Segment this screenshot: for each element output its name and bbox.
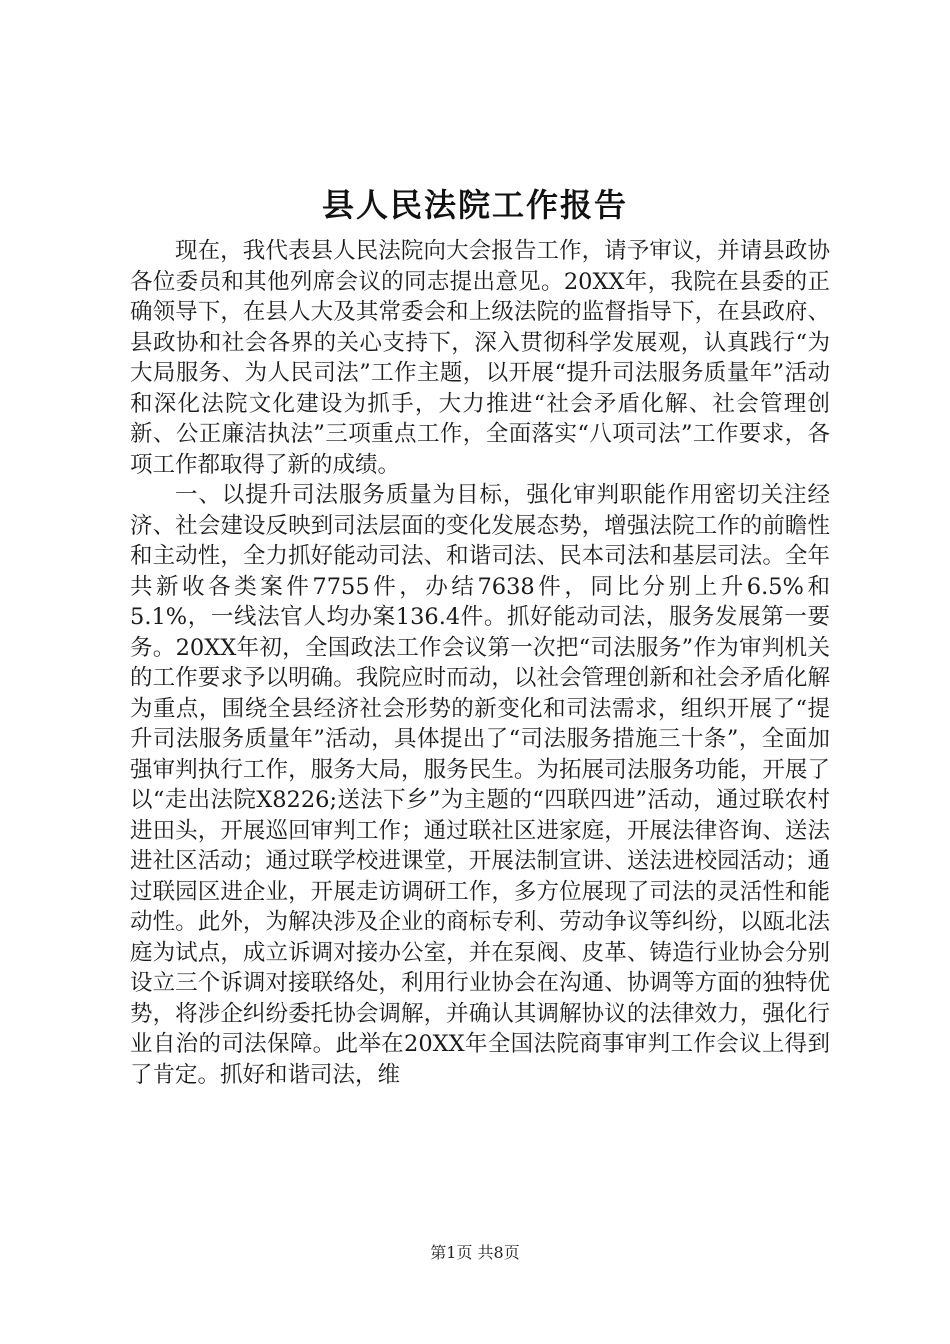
document-body [130, 236, 830, 1090]
paragraph-section-one: 一、以提升司法服务质量为目标，强化审判职能作用密切关注经济、社会建设反映到司法层面的变化发展态势，增强法院工作的前瞻性和主动性，全力抓好能动司法、和谐司法、民本司法和基层司法。全年共新收各类案件7755件，办结7638件，同比分别上升6.5%和5.1%，一线法官人均办案136.4件。抓好能动司法，服务发展第一要务。20XX年初，全国政法工作会议第一次把“司法服务”作为审判机关的工作要求予以明确。我院应时而动，以社会管理创新和社会矛盾化解为重点，围绕全县经济社会形势的新变化和司法需求，组织开展了“提升司法服务质量年”活动，具体提出了“司法服务措施三十条”，全面加强审判执行工作，服务大局，服务民生。为拓展司法服务功能，开展了以“走出法院X8226;送法下乡”为主题的“四联四进”活动，通过联农村进田头，开展巡回审判工作；通过联社区进家庭，开展法律咨询、送法进社区活动；通过联学校进课堂，开展法制宣讲、送法进校园活动；通过联园区进企业，开展走访调研工作，多方位展现了司法的灵活性和能动性。此外，为解决涉及企业的商标专利、劳动争议等纠纷，以瓯北法庭为试点，成立诉调对接办公室，并在泵阀、皮革、铸造行业协会分别设立三个诉调对接联络处，利用行业协会在沟通、协调等方面的独特优势，将涉企纠纷委托协会调解，并确认其调解协议的法律效力，强化行业自治的司法保障。此举在20XX年全国法院商事审判工作会议上得到了肯定。抓好和谐司法，维 [130, 482, 830, 1088]
page-number-footer: 第1页 共8页 [430, 1243, 520, 1262]
document-title: 县人民法院工作报告 [321, 186, 628, 224]
paragraph-intro: 现在，我代表县人民法院向大会报告工作，请予审议，并请县政协各位委员和其他列席会议的同志提出意见。20XX年，我院在县委的正确领导下，在县人大及其常委会和上级法院的监督指导下，在县政府、县政协和社会各界的关心支持下，深入贯彻科学发展观，认真践行“为大局服务、为人民司法”工作主题，以开展“提升司法服务质量年”活动和深化法院文化建设为抓手，大力推进“社会矛盾化解、社会管理创新、公正廉洁执法”三项重点工作，全面落实“八项司法”工作要求，各项工作都取得了新的成绩。 [130, 238, 830, 478]
